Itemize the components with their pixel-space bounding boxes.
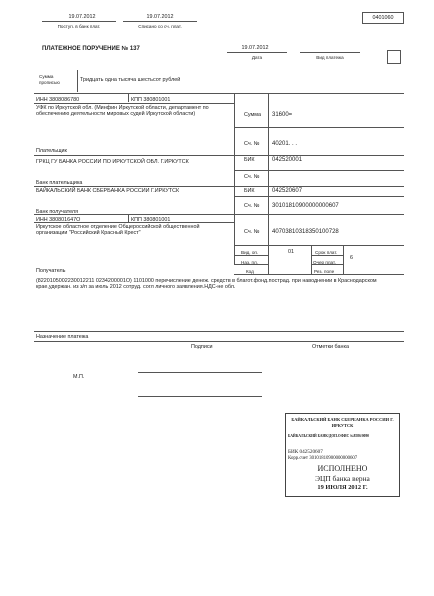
form-code: 0401060 (362, 12, 404, 24)
main-col-divider-1 (234, 93, 235, 264)
priority-line (311, 264, 343, 265)
payer-amount-bottom (234, 127, 404, 128)
payee-bank-account-label: Сч. № (244, 203, 260, 209)
payee-bank-account: 30101810900000000607 (272, 203, 339, 209)
stamp-status: ИСПОЛНЕНО (317, 464, 368, 473)
op-col-divider-0 (268, 245, 269, 274)
payee-inn-divider (128, 214, 129, 222)
payer-inn-divider (128, 94, 129, 102)
payment-type-line (300, 52, 360, 53)
amount-words-value: Тридцать одна тысяча шестьсот рублей (80, 77, 181, 83)
payee-bank-bik-line (234, 196, 404, 197)
payer-account-value: 40201. . . (272, 141, 298, 147)
op-col-divider-2 (343, 245, 344, 274)
stamp-bik: БИК 042520607 (288, 449, 323, 455)
payee-bank-name: БАЙКАЛЬСКИЙ БАНК СБЕРБАНКА РОССИИ Г.ИРКУТСК (36, 188, 180, 194)
payer-bank-account-label: Сч. № (244, 174, 260, 180)
priority-label: Очер плат. (313, 260, 336, 265)
main-col-divider-2 (268, 93, 269, 264)
amount-words-divider (77, 70, 78, 92)
checkbox-square (387, 50, 401, 64)
payment-type-label: Вид платежа (316, 55, 344, 60)
reserve-label: Рез. поле (314, 269, 335, 274)
stamp-corr-account: Корр.счет 30101810900000000607 (288, 456, 358, 461)
bank-marks-label: Отметки банка (312, 344, 349, 350)
payee-bank-bik-label: БИК (244, 188, 255, 194)
debit-date-line (123, 21, 197, 22)
purpose-bottom (34, 331, 404, 332)
payer-account-label: Сч. № (244, 141, 260, 147)
stamp-city: ИРКУТСК (331, 423, 354, 428)
term-line (311, 255, 343, 256)
payer-bank-bik-line (234, 170, 404, 171)
payee-bank-bik: 042520607 (272, 188, 303, 194)
op-grid-line-1 (234, 255, 268, 256)
order-date-line (227, 52, 287, 53)
payee-inn: ИНН 380801647О (36, 217, 81, 223)
payee-account-bottom (234, 245, 404, 246)
payer-kpp: КПП 380801001 (131, 97, 171, 103)
priority-value: 6 (350, 255, 353, 261)
payee-kpp: КПП 380801001 (131, 217, 171, 223)
payer-amount-label: Сумма (244, 112, 261, 118)
code-label: Код (246, 269, 254, 274)
stamp-office: БАЙКАЛЬСКИЙ БАНК/ДОП.ОФИС №8586/0090 (288, 434, 370, 438)
payee-top (34, 214, 404, 215)
order-date-label: Дата (251, 55, 263, 60)
payer-bank-name: ГРКЦ ГУ БАНКА РОССИИ ПО ИРКУТСКОЙ ОБЛ. Г.ИРКУТСК (36, 159, 189, 165)
receipt-date: 19.07.2012 (68, 14, 96, 20)
op-col-divider-1 (311, 245, 312, 274)
term-label: Срок плат. (315, 250, 338, 255)
payer-amount-value: 31600= (272, 112, 293, 118)
receipt-date-line (42, 21, 116, 22)
payee-bank-label: Банк получателя (36, 209, 78, 215)
op-grid-line-2 (234, 264, 268, 265)
op-type-label: Вид. оп. (241, 250, 259, 255)
stamp-date: 19 ИЮЛЯ 2012 Г. (317, 484, 368, 491)
op-type-value: 01 (288, 249, 294, 255)
op-grid-bottom (234, 274, 404, 275)
payer-inn: ИНН 3808086780 (36, 97, 80, 103)
stamp-verified: ЭЦП банка верна (315, 474, 370, 483)
payer-name: УФК по Иркутской обл. (Минфин Иркутской области, департамент по обеспечению деятельности мировых судей Иркутской области) (36, 105, 209, 118)
purpose-label-bottom (34, 341, 404, 342)
payer-label: Плательщик (36, 148, 67, 154)
debit-label: Списано со сч. плат. (138, 24, 182, 29)
stamp-place-label: М.П. (73, 374, 85, 380)
amount-words-label-1: Сумма (39, 74, 54, 79)
payer-bank-bik: 042520001 (272, 157, 303, 163)
payer-bank-bik-label: БИК (244, 157, 255, 163)
order-title: ПЛАТЕЖНОЕ ПОРУЧЕНИЕ № 137 (42, 46, 140, 52)
purpose-label: Назначение платежа (36, 334, 89, 340)
purpose-code-label: Наз. пл. (241, 260, 258, 265)
payer-bottom (34, 155, 404, 156)
payee-inn-line (34, 222, 234, 223)
amount-words-label-2: прописью (39, 80, 60, 85)
order-date: 19.07.2012 (241, 45, 269, 51)
bank-stamp (285, 413, 400, 497)
payer-bank-bottom (34, 186, 404, 187)
receipt-label: Поступ. в банк плат. (57, 24, 101, 29)
signatures-label: Подписи (191, 344, 213, 350)
payer-inn-line (34, 103, 234, 104)
payee-account: 40703810318350100728 (272, 229, 339, 235)
payee-account-label: Сч. № (244, 229, 260, 235)
purpose-text: (8220105002230012211 0234200001О) 1101000 перечисление денеж. средств в благот.фонд.пострад. при наводнении в Краснодарском крае,удержан. из з/п за июль 2012 сотруд. согл личного заявления.НДС-не обл. (36, 278, 377, 291)
amount-words-bottom (34, 93, 404, 94)
payee-name: Иркутское областное отделение Общероссийской общественной организации "Российский Красный Крест" (36, 224, 200, 237)
stamp-bank-name: БАЙКАЛЬСКИЙ БАНК СБЕРБАНКА РОССИИ Г. (291, 417, 394, 422)
debit-date: 19.07.2012 (146, 14, 174, 20)
payee-label: Получатель (36, 268, 66, 274)
payer-bank-label: Банк плательщика (36, 180, 83, 186)
signature-line-2 (138, 396, 262, 397)
signature-line-1 (138, 372, 262, 373)
